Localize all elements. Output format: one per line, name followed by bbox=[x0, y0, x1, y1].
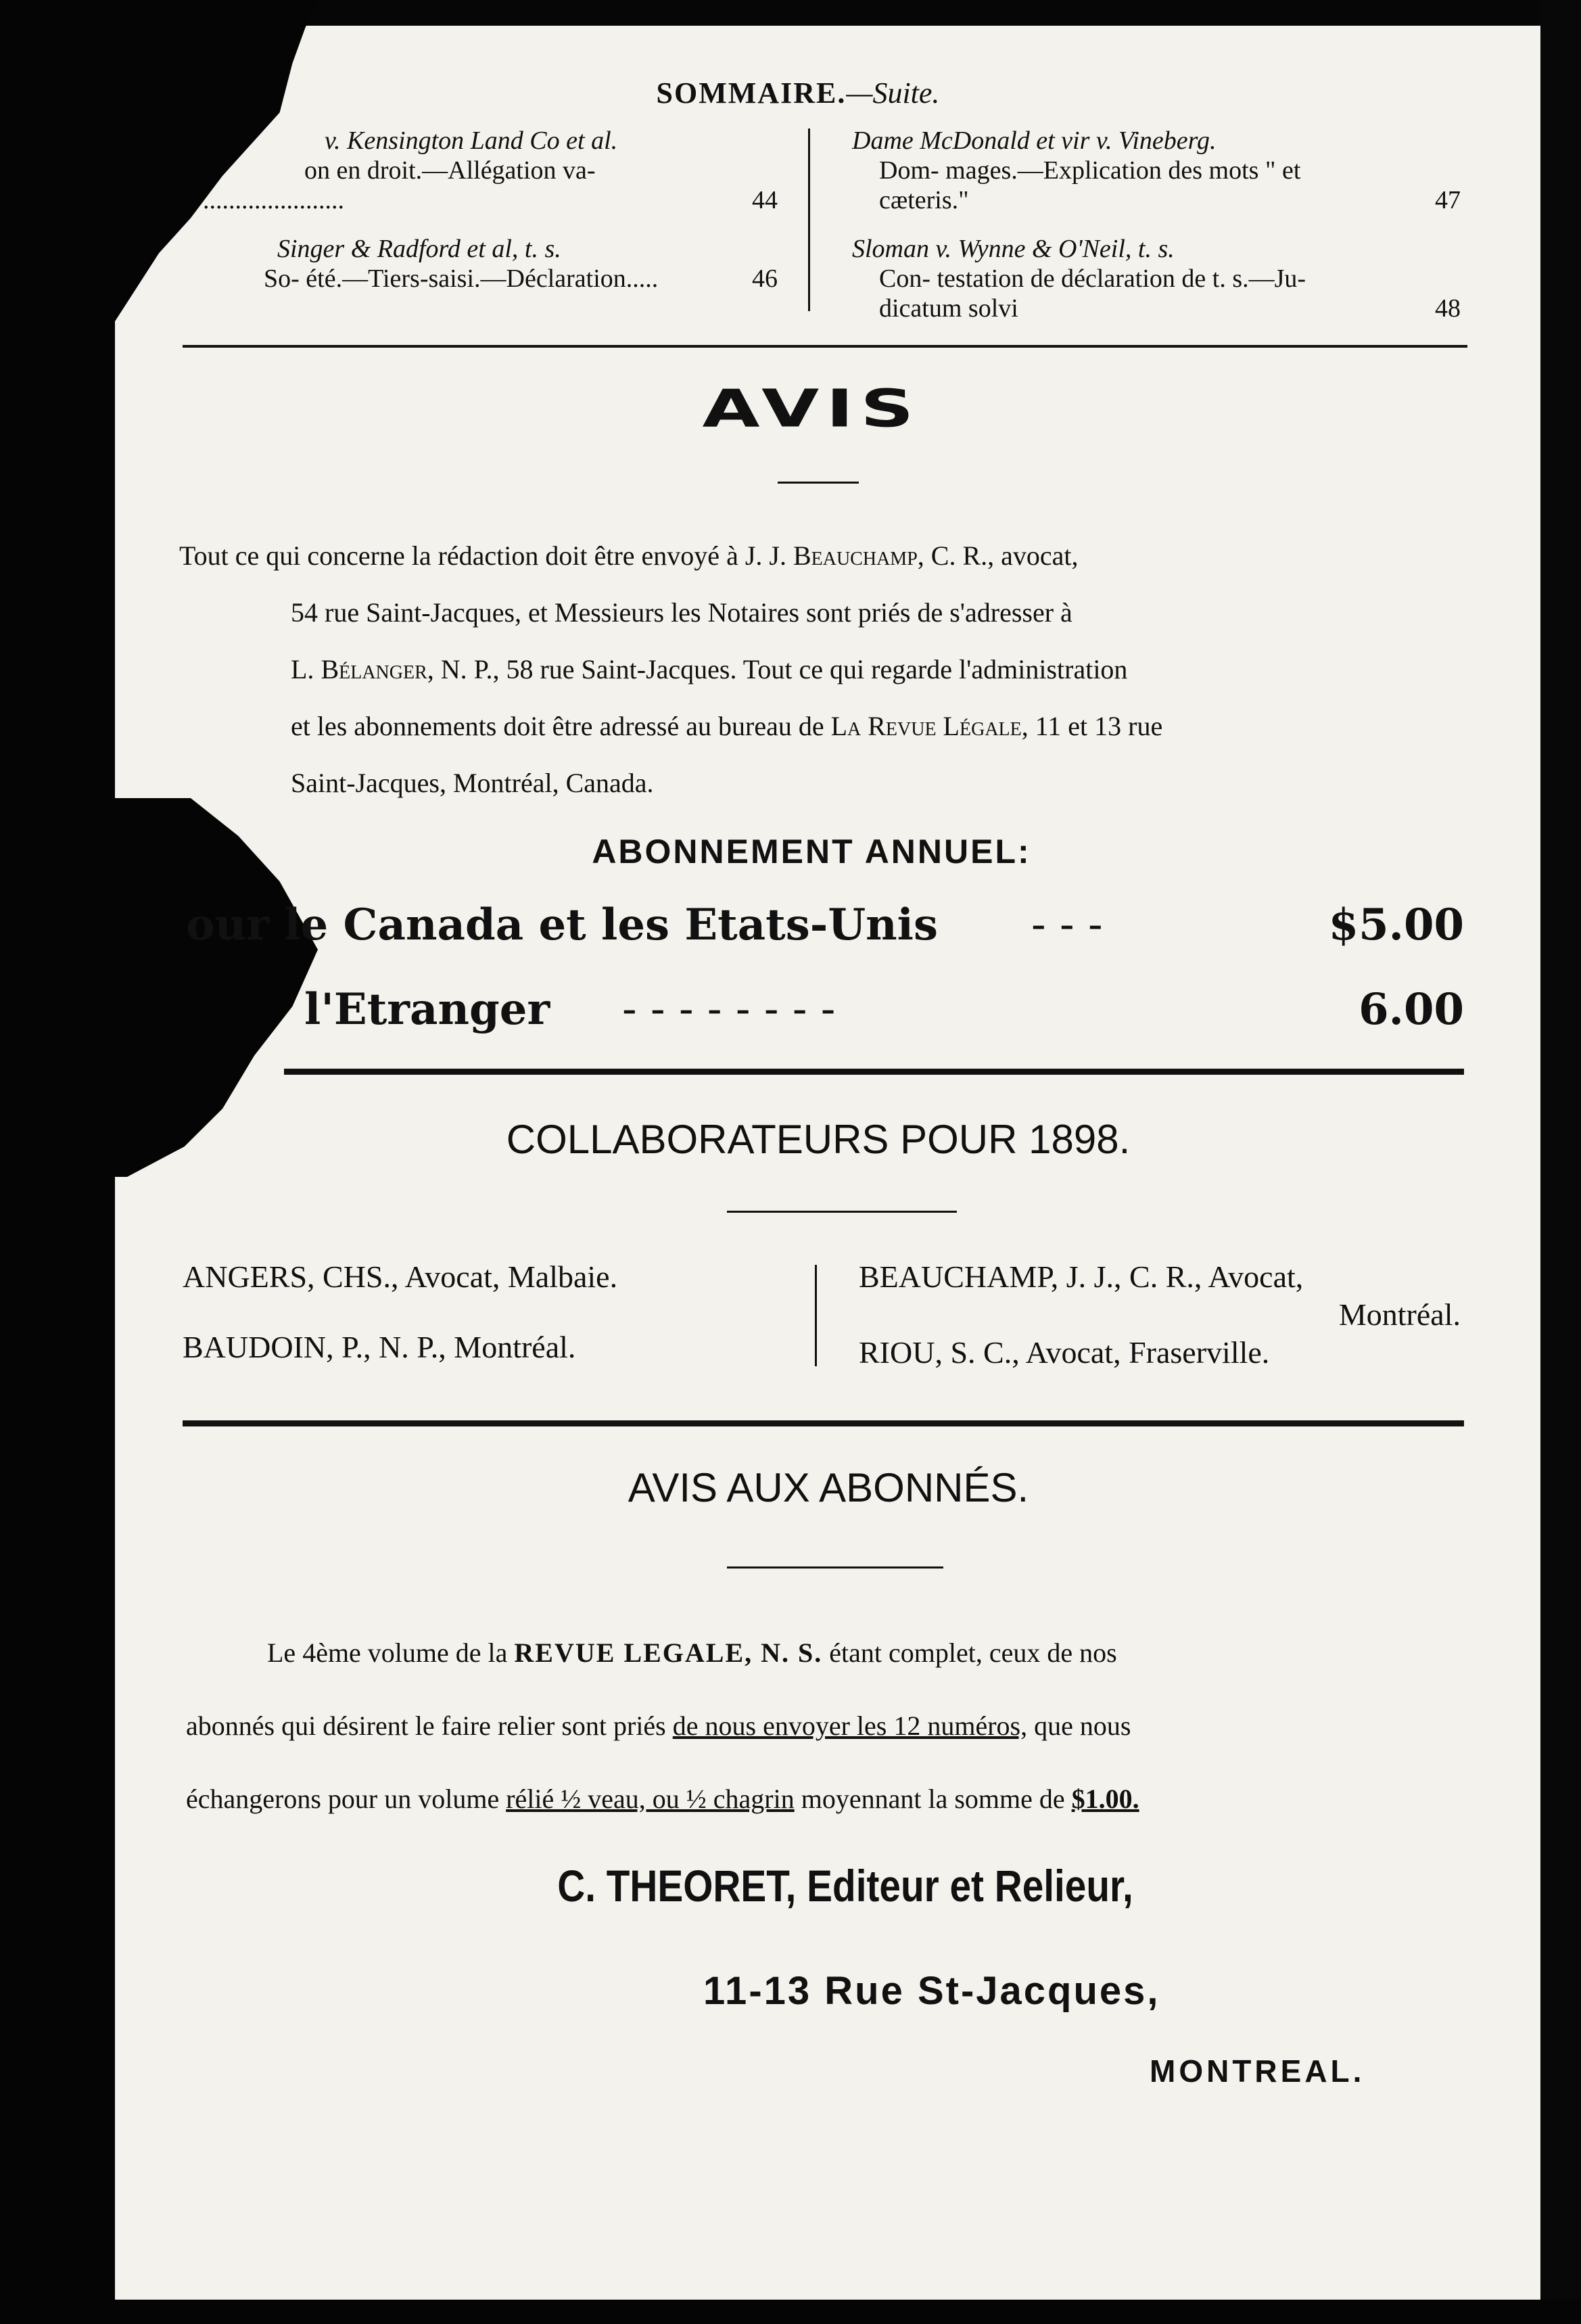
editeur-name: C. THEORET, Editeur et Relieur, bbox=[557, 1861, 1133, 1911]
section-rule bbox=[183, 345, 1467, 348]
price-leader: - - - - - - - - bbox=[622, 984, 836, 1034]
collaborateurs-right: BEAUCHAMP, J. J., C. R., Avocat, Montréal. RIOU, S. C., Avocat, Fraserville. bbox=[859, 1258, 1474, 1372]
price-label: l'Etranger bbox=[304, 984, 550, 1035]
price-row-canada bbox=[186, 900, 1464, 960]
scan-border-bottom bbox=[0, 2300, 1581, 2324]
toc-page-number: 46 bbox=[752, 264, 778, 293]
price-value: $5.00 bbox=[1328, 900, 1464, 950]
sommaire-heading: SOMMAIRE.—Suite. bbox=[656, 76, 940, 110]
toc-entry: Dame McDonald et vir v. Vineberg. Dom- mages.—Explication des mots " et cæteris." 47 bbox=[852, 126, 1461, 214]
price-row-etranger bbox=[304, 984, 1464, 1045]
collaborateur: BEAUCHAMP, J. J., C. R., Avocat, bbox=[859, 1259, 1304, 1294]
collaborateurs-divider bbox=[815, 1265, 817, 1366]
price-value: 6.00 bbox=[1359, 984, 1464, 1035]
avis-paragraph: Tout ce qui concerne la rédaction doit être envoyé à J. J. Beauchamp, C. R., avocat, 54 rue Saint-Jacques, et Messieurs les Notaires sont priés de s'adresser à L. Bélanger, N. P., 58 rue Saint-Jacques. Tout ce qui regarde l'administration et les abonnements doit être adressé au bureau de La Revue Légale, 11 et 13 rue Saint-Jacques, Montréal, Canada. bbox=[179, 540, 1163, 798]
sommaire-column-divider bbox=[808, 129, 810, 311]
toc-page-number: 47 bbox=[1435, 186, 1461, 214]
short-rule bbox=[778, 482, 859, 484]
collaborateur: RIOU, S. C., Avocat, Fraserville. bbox=[859, 1335, 1270, 1370]
section-rule-thick bbox=[183, 1420, 1464, 1426]
collaborateurs-left bbox=[183, 1258, 778, 1366]
short-rule bbox=[727, 1566, 943, 1568]
toc-page-number: 44 bbox=[752, 186, 778, 214]
editeur-city: MONTREAL. bbox=[1150, 2053, 1365, 2089]
sommaire-right-column bbox=[852, 126, 1461, 342]
section-rule-thick bbox=[284, 1069, 1464, 1075]
avis-heading: AVIS bbox=[702, 378, 921, 439]
price-label: our le Canada et les Etats-Unis bbox=[186, 900, 938, 950]
abonnement-heading: ABONNEMENT ANNUEL: bbox=[592, 833, 1031, 870]
toc-entry: v. Kensington Land Co et al. on en droit.—Allégation va- ...................... 44 bbox=[203, 126, 778, 214]
toc-page-number: 48 bbox=[1435, 294, 1461, 323]
abonnes-paragraph: Le 4ème volume de la REVUE LEGALE, N. S. étant complet, ceux de nos abonnés qui désirent le faire relier sont priés de nous envoyer les 12 numéros, que nous échangerons pour un volume rélié ½ veau, ou ½ chagrin moyennant la somme de $1.00. bbox=[186, 1637, 1139, 1814]
collaborateur: BAUDOIN, P., N. P., Montréal. bbox=[183, 1330, 576, 1364]
toc-entry: Sloman v. Wynne & O'Neil, t. s. Con- testation de déclaration de t. s.—Ju- dicatum solvi 48 bbox=[852, 235, 1461, 323]
scan-border-right bbox=[1540, 0, 1581, 2324]
abonnes-heading: AVIS AUX ABONNÉS. bbox=[628, 1465, 1029, 1510]
editeur-address: 11-13 Rue St-Jacques, bbox=[703, 1969, 1160, 2013]
collaborateurs-heading: COLLABORATEURS POUR 1898. bbox=[506, 1117, 1131, 1162]
sommaire-left-column bbox=[203, 126, 778, 312]
torn-edge-middle bbox=[0, 798, 318, 1177]
price-leader: - - - bbox=[1031, 900, 1103, 950]
short-rule bbox=[727, 1211, 957, 1213]
toc-entry: Singer & Radford et al, t. s. So- été.—Tiers-saisi.—Déclaration..... 46 bbox=[264, 235, 778, 293]
collaborateur: ANGERS, CHS., Avocat, Malbaie. bbox=[183, 1259, 618, 1294]
